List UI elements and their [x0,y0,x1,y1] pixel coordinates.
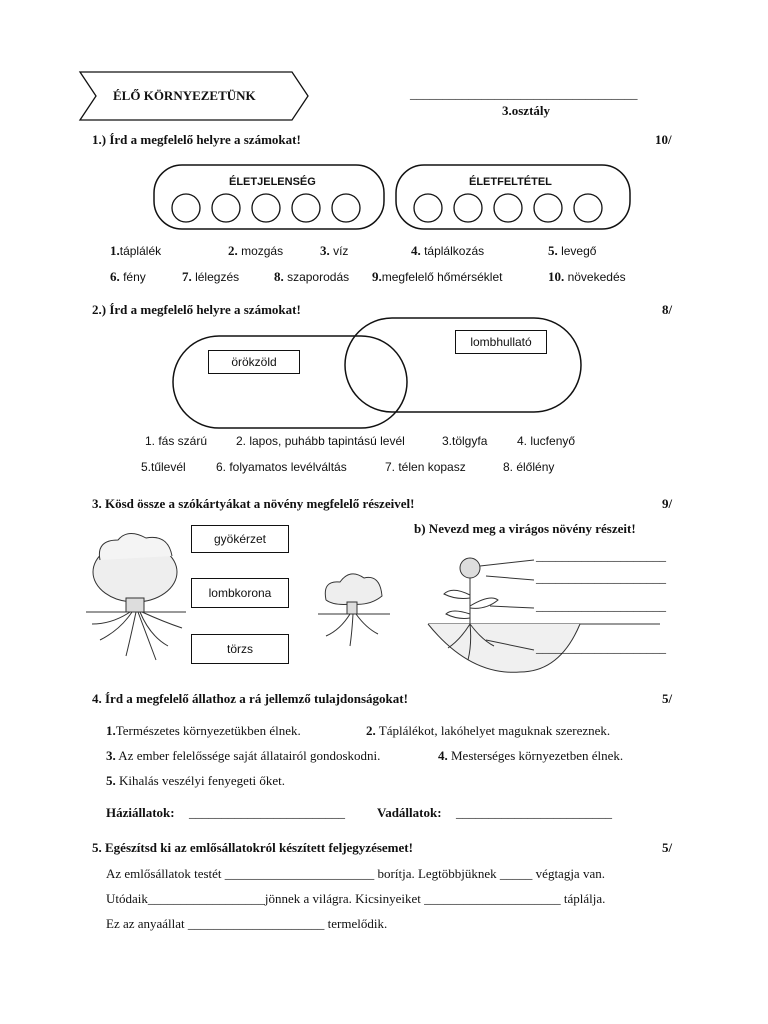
class-label: 3.osztály [502,103,551,118]
blank-offspring[interactable]: __________________ [147,891,265,906]
q2-points: 8/ [662,302,673,317]
domestic-animals-label: Háziállatok: [106,805,175,820]
q5-points: 5/ [662,840,673,855]
blank-mother-animal[interactable]: _____________________ [187,916,325,931]
q3-points: 9/ [662,496,673,511]
q2-item: 2. lapos, puhább tapintású levél [236,434,405,448]
word-card-torzs[interactable]: törzs [191,634,289,664]
q1-item: 5. levegő [548,243,597,258]
label-lombhullato: lombhullató [455,330,547,354]
q4-item: 2. Táplálékot, lakóhelyet maguknak szereznek. [366,723,611,738]
domestic-animals-answer[interactable]: ________________________ [189,805,345,820]
group-box-eletfeltetel [396,165,630,229]
plant-part-answer-line[interactable]: ____________________ [536,598,666,613]
q5-sentence-1: Az emlősállatok testét _______________________ borítja. Legtöbbjüknek _____ végtagja van. [106,866,605,881]
word-card-lombkorona[interactable]: lombkorona [191,578,289,608]
q4-item: 4. Mesterséges környezetben élnek. [438,748,624,763]
q1-item: 3. víz [320,243,349,258]
q2-item: 7. télen kopasz [385,460,466,474]
group-box-eletjelenseg [154,165,384,229]
q5-sentence-3: Ez az anyaállat _____________________ termelődik. [106,916,388,931]
answer-circles [172,194,602,222]
q1-item: 1.táplálék [110,243,162,258]
blank-limb-count[interactable]: _____ [499,866,533,881]
q2-item: 5.tűlevél [141,460,186,474]
wild-animals-label: Vadállatok: [377,805,442,820]
q4-item: 5. Kihalás veszélyi fenyegeti őket. [106,773,286,788]
q2-item: 6. folyamatos levélváltás [216,460,347,474]
q5-title: 5. Egészítsd ki az emlősállatokról készített feljegyzésemet! [92,840,413,855]
q3-title: 3. Kösd össze a szókártyákat a növény megfelelő részeivel! [92,496,415,511]
tree-drawing-large [86,533,186,660]
q1-item: 7. lélegzés [182,269,240,284]
plant-part-answer-line[interactable]: ____________________ [536,548,666,563]
q4-item: 3. Az ember felelőssége saját állatairól gondoskodni. [106,748,381,763]
plant-part-answer-line[interactable]: ____________________ [536,640,666,655]
q1-item: 8. szaporodás [274,269,350,284]
page-title: ÉLŐ KÖRNYEZETÜNK [113,88,256,103]
tree-drawing-small [318,574,390,646]
q1-group2-label: ÉLETFELTÉTEL [469,176,552,188]
q1-item: 6. fény [110,269,146,284]
student-name-line[interactable]: ___________________________________ [410,86,638,101]
q1-points: 10/ [655,132,672,147]
plant-part-answer-line[interactable]: ____________________ [536,570,666,585]
wild-animals-answer[interactable]: ________________________ [456,805,612,820]
label-orokzold: örökzöld [208,350,300,374]
q1-item: 9.megfelelő hőmérséklet [372,269,503,284]
q3b-title: b) Nevezd meg a virágos növény részeit! [414,521,636,536]
q2-item: 4. lucfenyő [517,434,576,448]
q2-item: 3.tölgyfa [442,434,488,448]
q2-item: 1. fás szárú [145,434,208,448]
q4-points: 5/ [662,691,673,706]
q1-item: 2. mozgás [228,243,284,258]
q2-item: 8. élőlény [503,460,555,474]
word-card-gyokerzet[interactable]: gyökérzet [191,525,289,553]
blank-body-covering[interactable]: _______________________ [224,866,375,881]
q1-group1-label: ÉLETJELENSÉG [229,176,316,188]
q1-title: 1.) Írd a megfelelő helyre a számokat! [92,132,301,147]
q1-item: 10. növekedés [548,269,626,284]
q4-item: 1.Természetes környezetükben élnek. [106,723,301,738]
q1-item: 4. táplálkozás [411,243,485,258]
q4-title: 4. Írd a megfelelő állathoz a rá jellemző tulajdonságokat! [92,691,408,706]
blank-feeding[interactable]: _____________________ [424,891,561,906]
q2-title: 2.) Írd a megfelelő helyre a számokat! [92,302,301,317]
q5-sentence-2: Utódaik__________________jönnek a világra. Kicsinyeiket _____________________ táplálja. [106,891,606,906]
